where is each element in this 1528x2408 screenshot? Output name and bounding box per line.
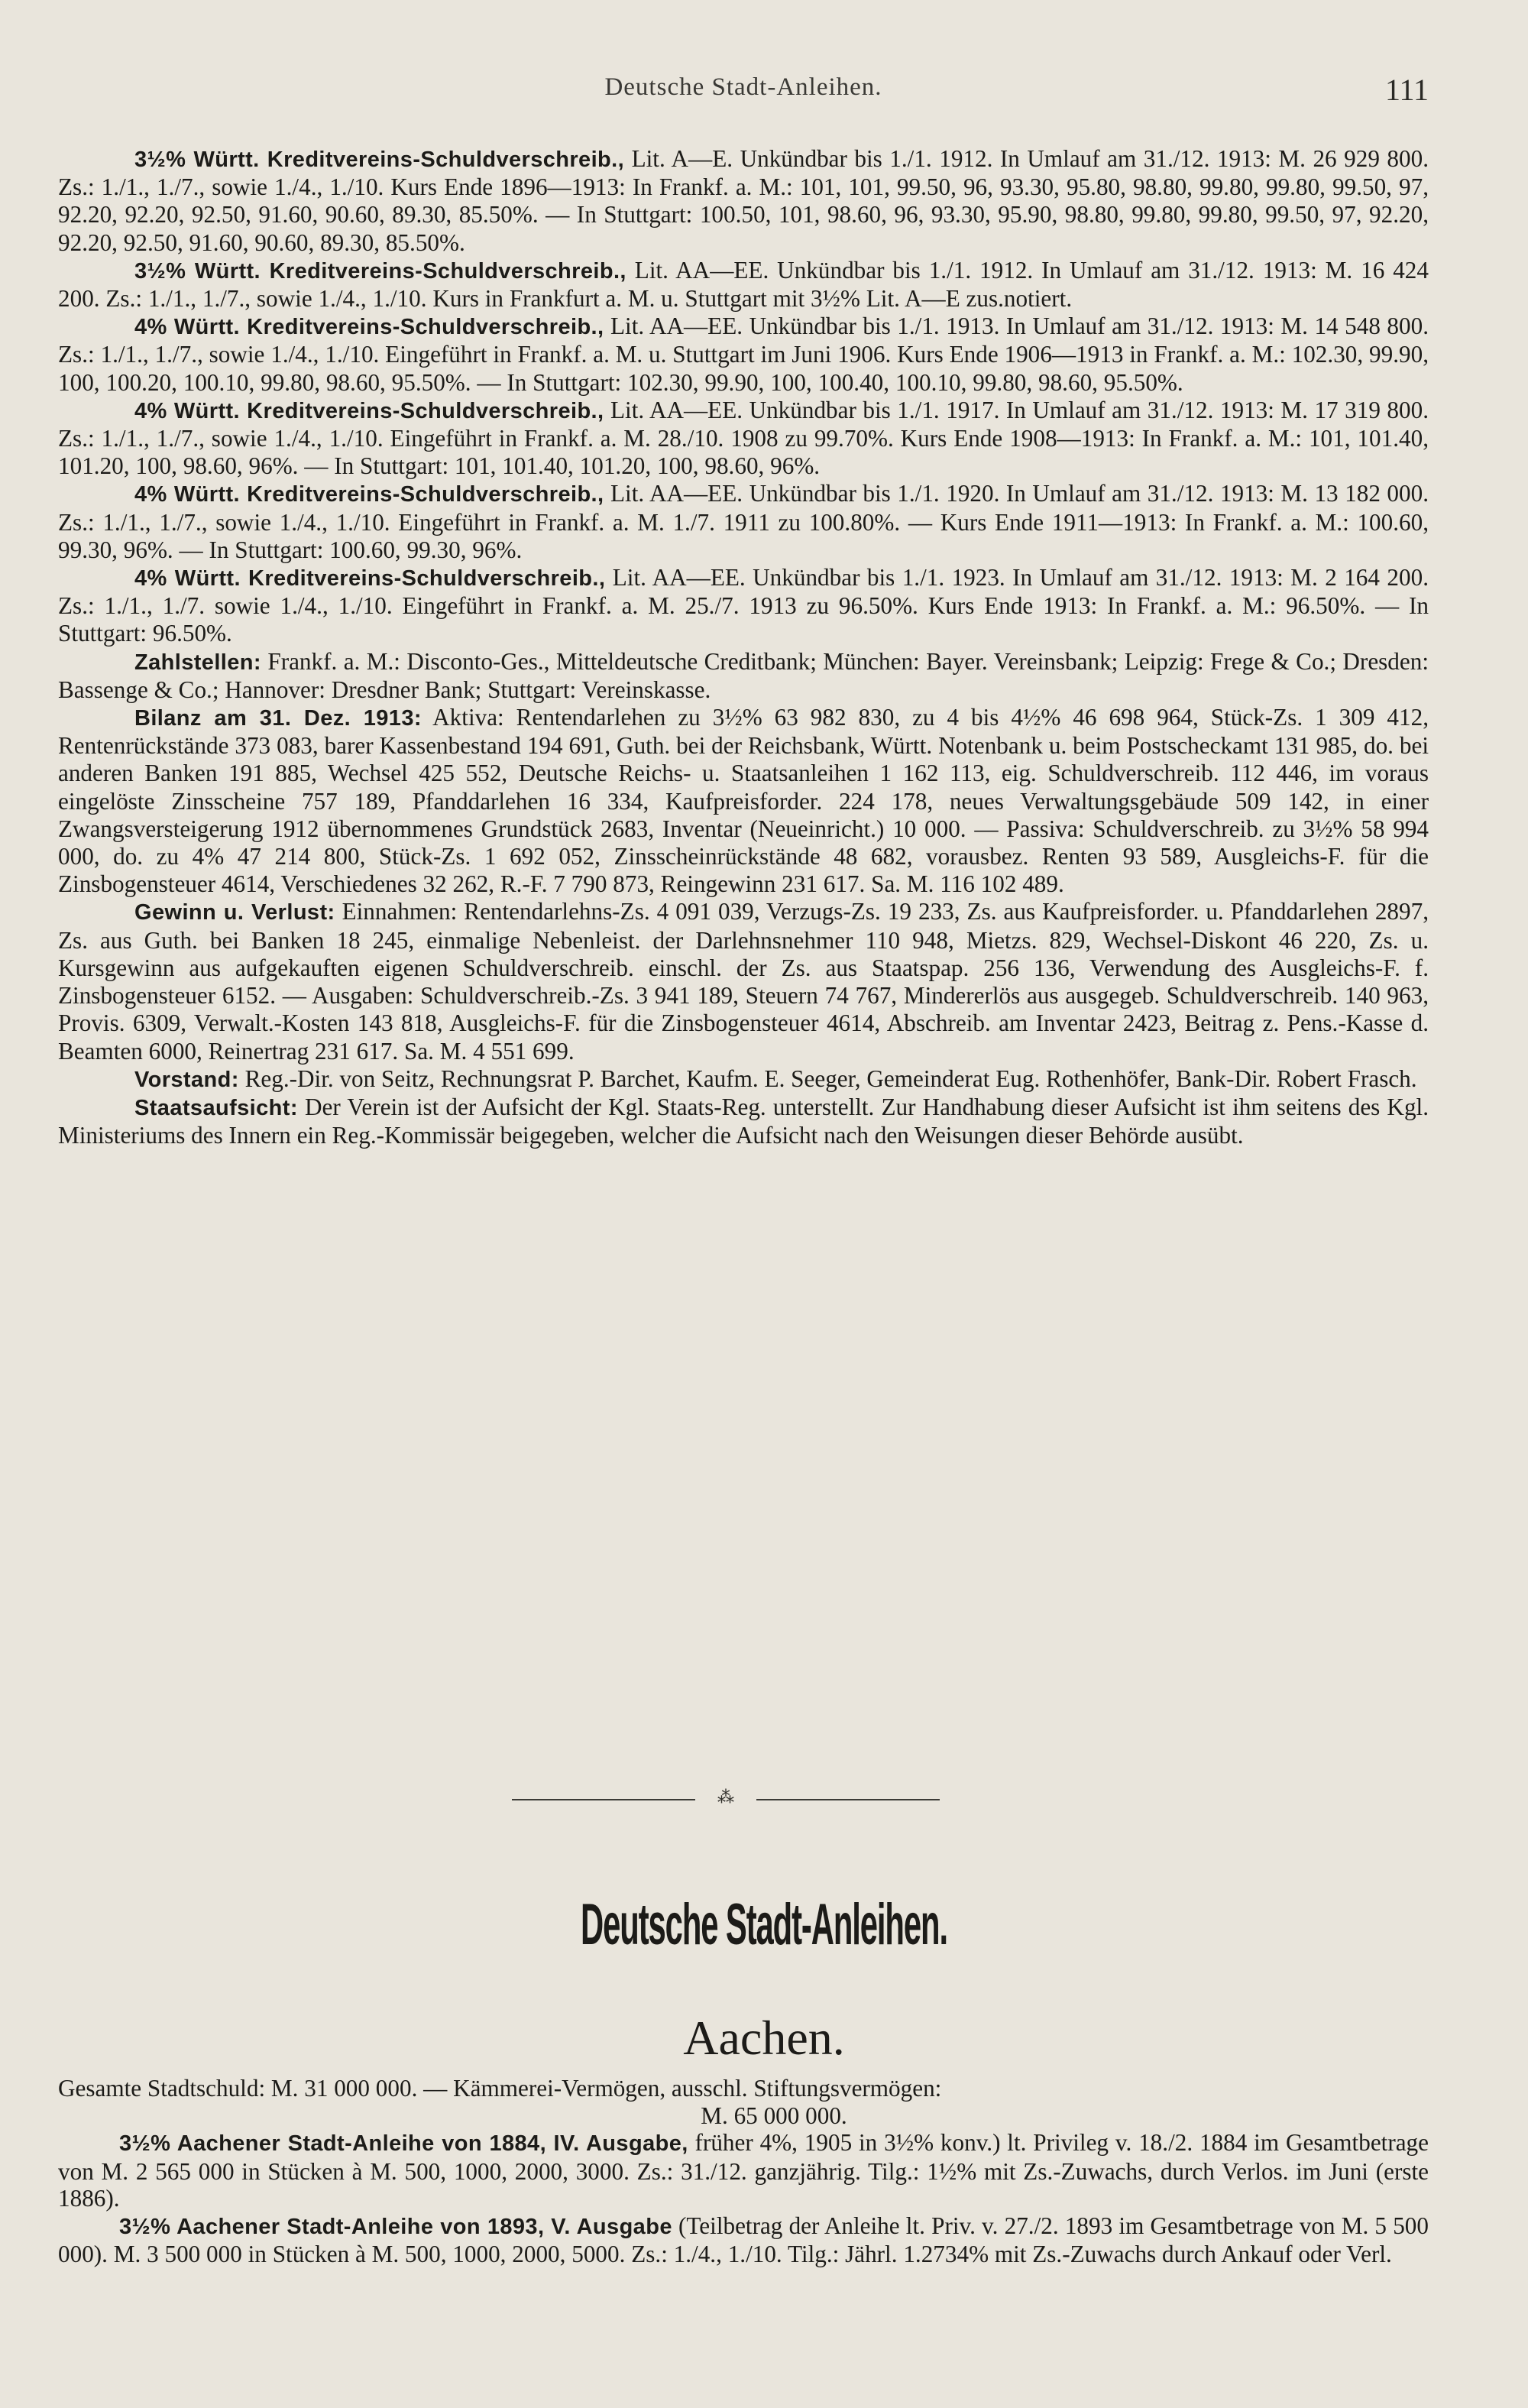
paragraph xyxy=(58,2075,1429,2102)
entry-heading: Staatsaufsicht: xyxy=(134,1095,298,1120)
entry-heading: 3½% Württ. Kreditvereins-Schuldverschreib., xyxy=(134,147,625,172)
city-heading: Aachen. xyxy=(683,2011,845,2065)
divider-line xyxy=(512,1799,695,1800)
paragraph xyxy=(58,2102,1429,2130)
entry-text: M. 65 000 000. xyxy=(701,2102,847,2129)
running-title: Deutsche Stadt-Anleihen. xyxy=(604,73,882,101)
page-header xyxy=(58,73,1429,112)
paragraph xyxy=(58,1094,1429,1149)
entry-text: Frankf. a. M.: Disconto-Ges., Mitteldeutsche Creditbank; München: Bayer. Vereinsbank; Leipzig: Frege & Co.; Dresden: Bassenge & Co.; Hannover: Dresdner Bank; Stuttgart: Vereinskasse. xyxy=(58,647,1429,703)
entry-text: Reg.-Dir. von Seitz, Rechnungsrat P. Barchet, Kaufm. E. Seeger, Gemeinderat Eug. Rothenhöfer, Bank-Dir. Robert Frasch. xyxy=(238,1065,1417,1092)
entry-heading: 4% Württ. Kreditvereins-Schuldverschreib., xyxy=(134,398,604,423)
entry-text: Der Verein ist der Aufsicht der Kgl. Staats-Reg. unterstellt. Zur Handhabung dieser Aufsicht ist ihm seitens des Kgl. Ministeriums des Innern ein Reg.-Kommissär beigegeben, welcher die Aufsicht nach den Weisungen dieser Behörde ausübt. xyxy=(58,1093,1429,1149)
entry-text: Einnahmen: Rentendarlehns-Zs. 4 091 039, Verzugs-Zs. 19 233, Zs. aus Kaufpreisforder. u. Pfanddarlehen 2897, Zs. aus Guth. bei Banken 18 245, einmalige Nebenleist. der Darlehnsnehmer 110 948, Mietzs. 829, Wechsel-Diskont 46 220, Zs. u. Kursgewinn aus aufgekauften eigenen Schuldverschreib. einschl. der Zs. aus Staatspap. 256 136, Verwendung des Ausgleichs-F. f. Zinsbogensteuer 6152. — Ausgaben: Schuldverschreib.-Zs. 3 941 189, Steuern 74 767, Mindererlös aus ausgegeb. Schuldverschreib. 140 963, Provis. 6309, Verwalt.-Kosten 143 818, Ausgleichs-F. für die Zinsbogensteuer 4614, Abschreib. am Inventar 2423, Beitrag z. Pens.-Kasse d. Beamten 6000, Reinertrag 231 617. Sa. M. 4 551 699. xyxy=(58,898,1429,1065)
entry-heading: Bilanz am 31. Dez. 1913: xyxy=(134,706,422,731)
section-title: Deutsche Stadt-Anleihen. xyxy=(581,1892,947,1957)
entry-heading: Zahlstellen: xyxy=(134,650,261,675)
paragraph xyxy=(58,2129,1429,2212)
entry-text: früher 4%, 1905 in 3½% konv.) lt. Privileg v. 18./2. 1884 im Gesamtbetrage von M. 2 565 000 in Stücken à M. 500, 1000, 2000, 3000. Zs.: 31./12. ganzjährig. Tilg.: 1½% mit Zs.-Zuwachs, durch Verlos. im Juni (erste 1886). xyxy=(58,2129,1429,2212)
entry-text: (Teilbetrag der Anleihe lt. Priv. v. 27./2. 1893 im Gesamtbetrage von M. 5 500 000). M. 3 500 000 in Stücken à M. 500, 1000, 2000, 5000. Zs.: 1./4., 1./10. Tilg.: Jährl. 1.2734% mit Zs.-Zuwachs durch Ankauf oder Verl. xyxy=(58,2212,1429,2267)
entry-text: Lit. AA—EE. Unkündbar bis 1./1. 1920. In Umlauf am 31./12. 1913: M. 13 182 000. Zs.: 1./1., 1./7., sowie 1./4., 1./10. Eingeführt in Frankf. a. M. 1./7. 1911 zu 100.80%. — Kurs Ende 1911—1913: In Frankf. a. M.: 100.60, 99.30, 96%. — In Stuttgart: 100.60, 99.30, 96%. xyxy=(58,480,1429,563)
paragraph xyxy=(58,145,1429,257)
paragraph xyxy=(58,2212,1429,2268)
entry-heading: 3½% Württ. Kreditvereins-Schuldverschreib., xyxy=(134,258,626,284)
entry-text: Aktiva: Rentendarlehen zu 3½% 63 982 830, zu 4 bis 4½% 46 698 964, Stück-Zs. 1 309 412, Rentenrückstände 373 083, barer Kassenbestand 194 691, Guth. bei der Reichsbank, Württ. Notenbank u. beim Postscheckamt 131 985, do. bei anderen Banken 191 885, Wechsel 425 552, Deutsche Reichs- u. Staatsanleihen 1 162 113, eig. Schuldverschreib. 112 446, im voraus eingelöste Zinsscheine 757 189, Pfanddarlehen 16 334, Kaufpreisforder. 224 178, neues Verwaltungsgebäude 509 142, in einer Zwangsversteigerung 1912 übernommenes Grundstück 2683, Inventar (Neueinricht.) 10 000. — Passiva: Schuldverschreib. zu 3½% 58 994 000, do. zu 4% 47 214 800, Stück-Zs. 1 692 052, Zinsscheinrückstände 48 682, vorausbez. Renten 93 589, Ausgleichs-F. für die Zinsbogensteuer 4614, Verschiedenes 32 262, R.-F. 7 790 873, Reingewinn 231 617. Sa. M. 116 102 489. xyxy=(58,704,1429,898)
section-divider xyxy=(512,1787,940,1807)
entry-text: Gesamte Stadtschuld: M. 31 000 000. — Kämmerei-Vermögen, ausschl. Stiftungsvermögen: xyxy=(58,2075,942,2102)
ornament-icon: ⁂ xyxy=(717,1787,734,1807)
paragraph xyxy=(58,257,1429,313)
paragraph xyxy=(58,564,1429,648)
entry-heading: 3½% Aachener Stadt-Anleihe von 1893, V. Ausgabe xyxy=(119,2214,672,2239)
entry-text: Lit. AA—EE. Unkündbar bis 1./1. 1913. In Umlauf am 31./12. 1913: M. 14 548 800. Zs.: 1./1., 1./7., sowie 1./4., 1./10. Eingeführt in Frankf. a. M. u. Stuttgart im Juni 1906. Kurs Ende 1906—1913 in Frankf. a. M.: 102.30, 99.90, 100, 100.20, 100.10, 99.80, 98.60, 95.50%. — In Stuttgart: 102.30, 99.90, 100, 100.40, 100.10, 99.80, 98.60, 95.50%. xyxy=(58,313,1429,396)
paragraph xyxy=(58,898,1429,1065)
paragraph xyxy=(58,648,1429,704)
paragraph xyxy=(58,1065,1429,1094)
paragraph xyxy=(58,397,1429,481)
divider-line xyxy=(756,1799,940,1800)
paragraph xyxy=(58,480,1429,564)
entry-heading: 4% Württ. Kreditvereins-Schuldverschreib., xyxy=(134,566,606,591)
entry-text: Lit. AA—EE. Unkündbar bis 1./1. 1917. In Umlauf am 31./12. 1913: M. 17 319 800. Zs.: 1./1., 1./7., sowie 1./4., 1./10. Eingeführt in Frankf. a. M. 28./10. 1908 zu 99.70%. Kurs Ende 1908—1913: In Frankf. a. M.: 101, 101.40, 101.20, 100, 98.60, 96%. — In Stuttgart: 101, 101.40, 101.20, 100, 98.60, 96%. xyxy=(58,396,1429,480)
entry-heading: 4% Württ. Kreditvereins-Schuldverschreib., xyxy=(134,482,604,507)
entry-heading: Gewinn u. Verlust: xyxy=(134,900,335,925)
entry-heading: 4% Württ. Kreditvereins-Schuldverschreib., xyxy=(134,315,604,340)
entry-text: Lit. AA—EE. Unkündbar bis 1./1. 1912. In Umlauf am 31./12. 1913: M. 16 424 200. Zs.: 1./1., 1./7., sowie 1./4., 1./10. Kurs in Frankfurt a. M. u. Stuttgart mit 3½% Lit. A—E zus.notiert. xyxy=(58,256,1429,313)
entry-heading: Vorstand: xyxy=(134,1067,239,1092)
main-text xyxy=(58,145,1429,1149)
entry-text: Lit. A—E. Unkündbar bis 1./1. 1912. In Umlauf am 31./12. 1913: M. 26 929 800. Zs.: 1./1., 1./7., sowie 1./4., 1./10. Kurs Ende 1896—1913: In Frankf. a. M.: 101, 101, 99.50, 96, 93.30, 95.80, 98.80, 99.80, 99.80, 99.50, 97, 92.20, 92.20, 92.50, 91.60, 90.60, 89.30, 85.50%. — In Stuttgart: 100.50, 101, 98.60, 96, 93.30, 95.90, 98.80, 99.80, 99.80, 99.50, 97, 92.20, 92.20, 92.50, 91.60, 90.60, 89.30, 85.50%. xyxy=(58,145,1429,256)
entry-text: Lit. AA—EE. Unkündbar bis 1./1. 1923. In Umlauf am 31./12. 1913: M. 2 164 200. Zs.: 1./1., 1./7. sowie 1./4., 1./10. Eingeführt in Frankf. a. M. 25./7. 1913 zu 96.50%. Kurs Ende 1913: In Frankf. a. M.: 96.50%. — In Stuttgart: 96.50%. xyxy=(58,564,1429,647)
entry-heading: 3½% Aachener Stadt-Anleihe von 1884, IV. Ausgabe, xyxy=(119,2131,688,2156)
paragraph xyxy=(58,704,1429,898)
city-text xyxy=(58,2075,1429,2268)
page-number: 111 xyxy=(1384,73,1429,107)
paragraph xyxy=(58,313,1429,397)
